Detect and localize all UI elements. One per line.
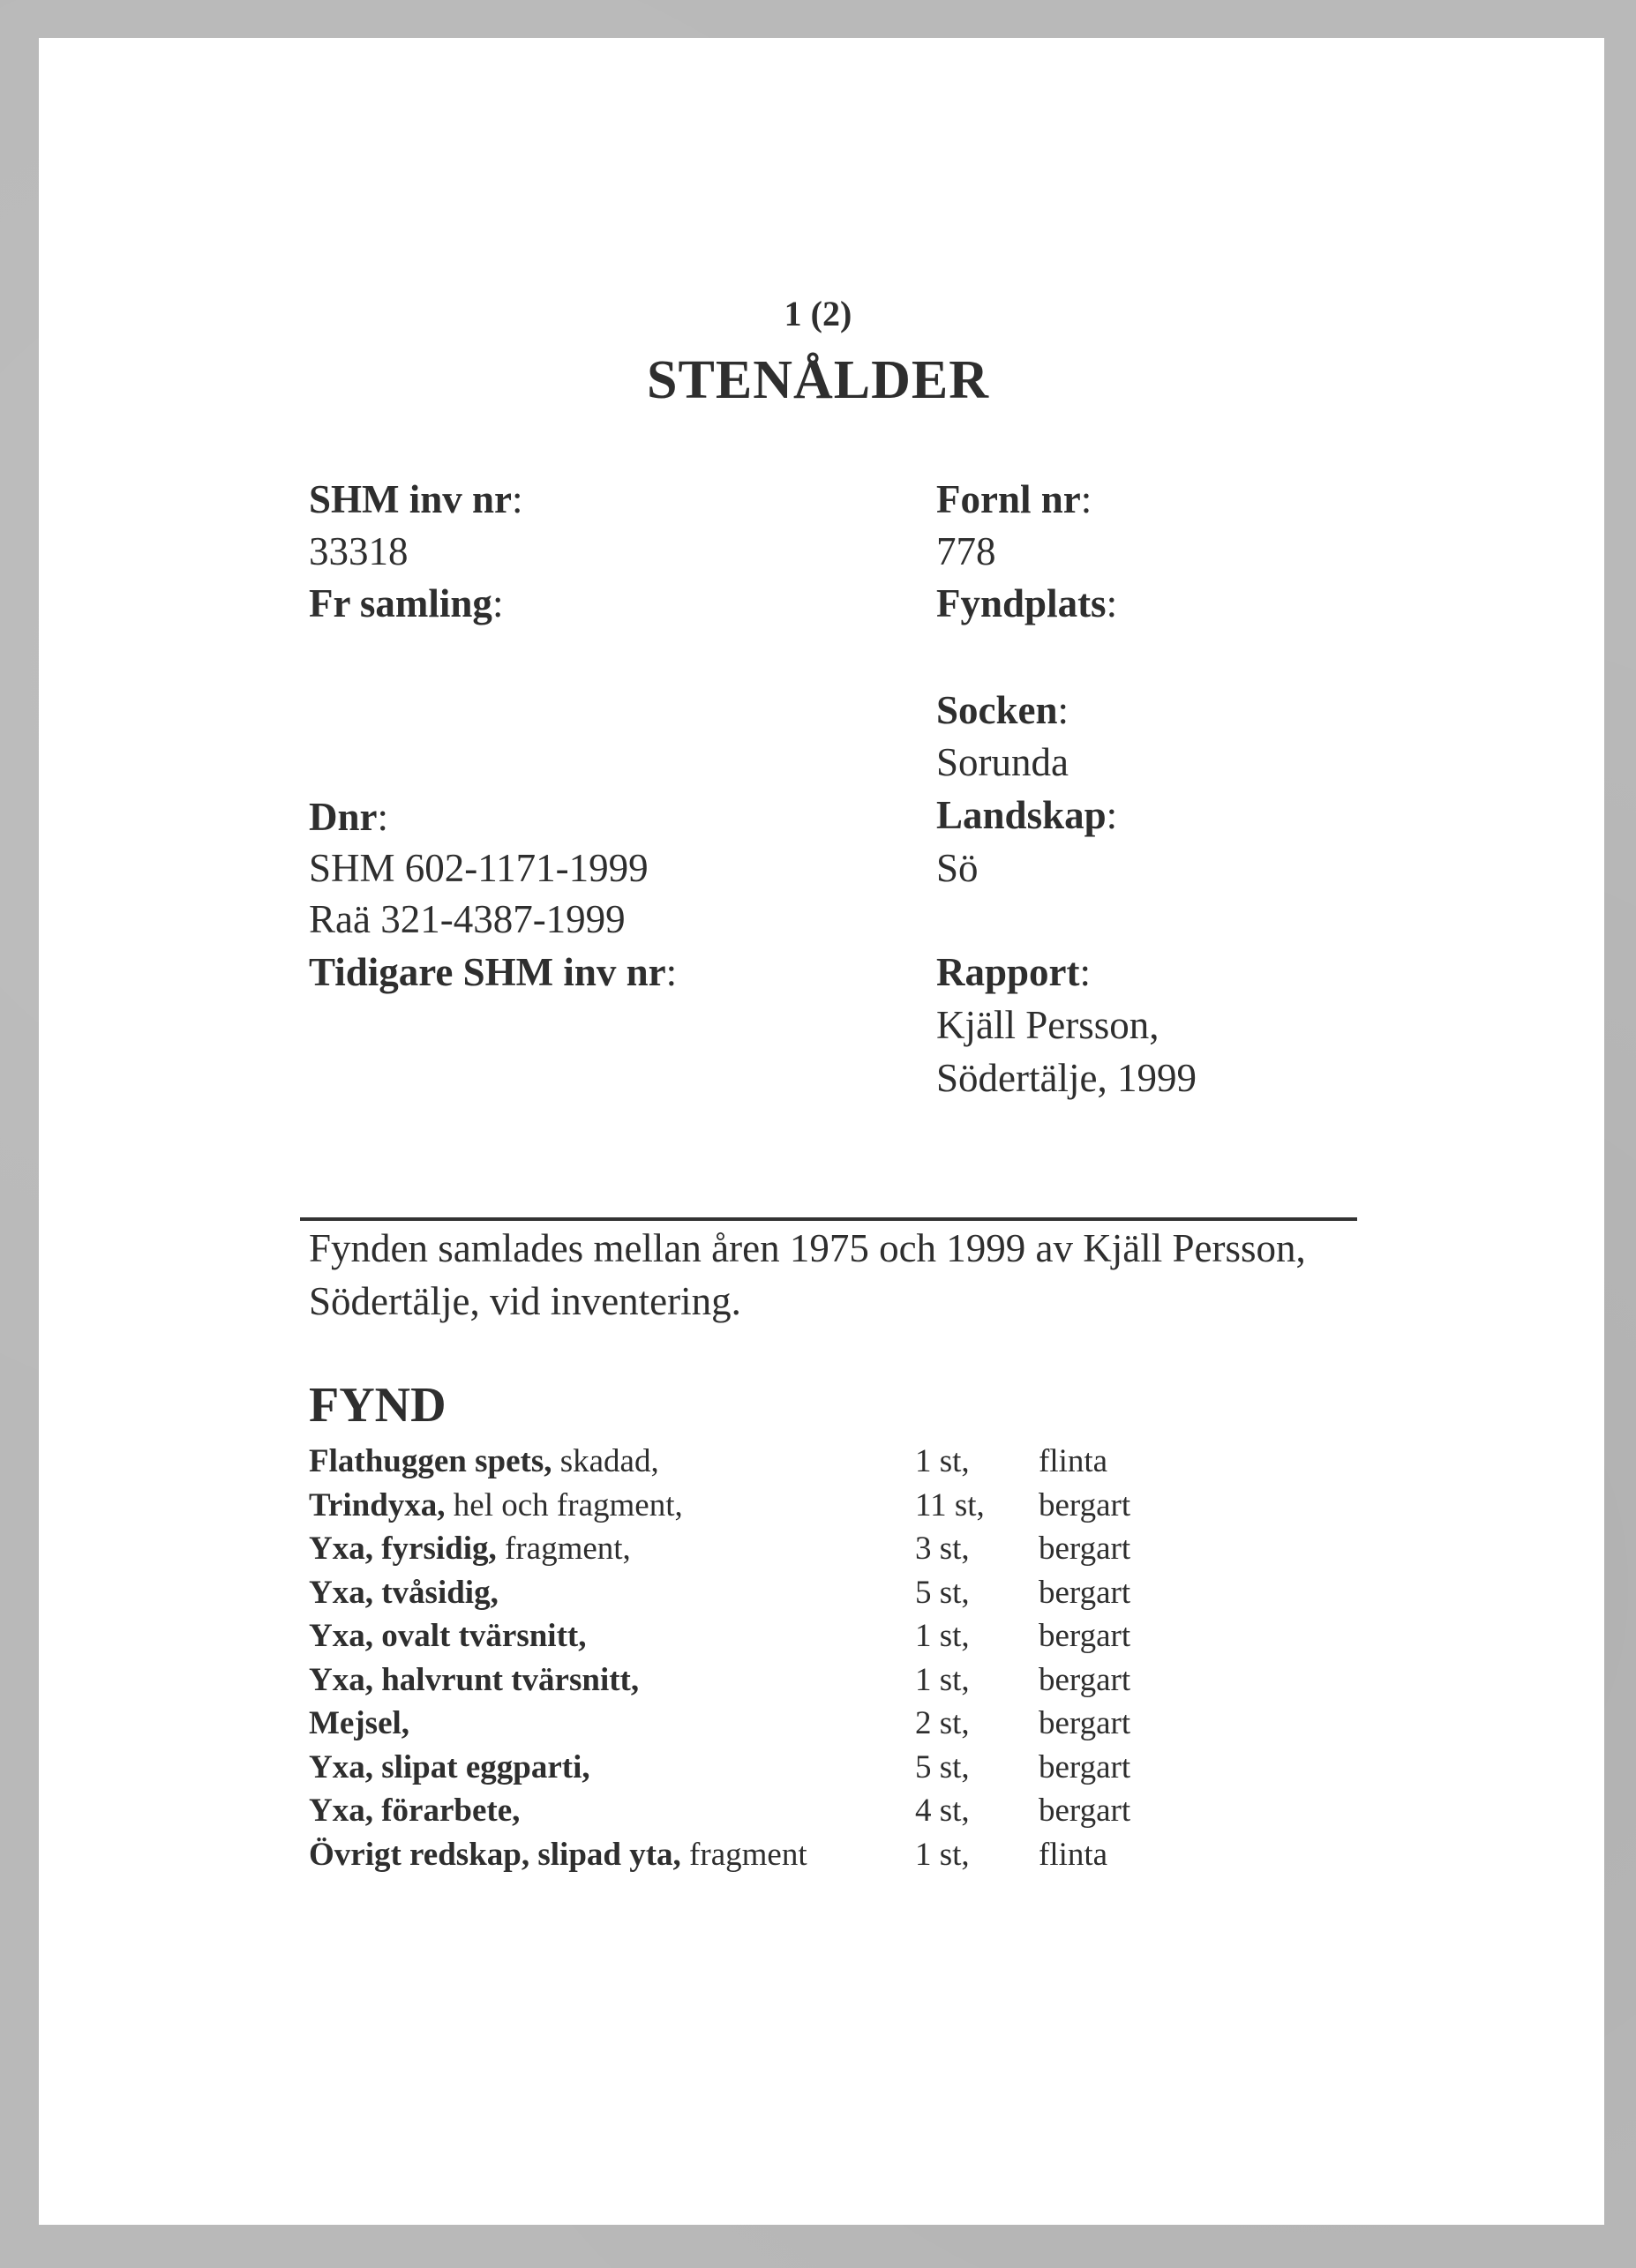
- find-name: Yxa, fyrsidig, fragment,: [309, 1531, 631, 1567]
- find-quantity: 1 st,: [915, 1618, 970, 1654]
- shm-inv-nr-label: SHM inv nr:: [309, 477, 523, 521]
- fornl-nr-label: Fornl nr:: [936, 477, 1092, 521]
- find-material: bergart: [1039, 1662, 1131, 1698]
- find-name: Yxa, slipat eggparti,: [309, 1749, 590, 1785]
- find-quantity: 5 st,: [915, 1575, 970, 1611]
- find-quantity: 1 st,: [915, 1662, 970, 1698]
- landskap-value: Sö: [936, 846, 979, 890]
- find-row: [309, 1746, 1368, 1790]
- find-quantity: 1 st,: [915, 1443, 970, 1479]
- fr-samling-label: Fr samling:: [309, 581, 504, 625]
- find-row: [309, 1789, 1368, 1833]
- find-material: bergart: [1039, 1793, 1131, 1829]
- fornl-nr-value: 778: [936, 529, 996, 573]
- shm-inv-nr-value: 33318: [309, 529, 409, 573]
- find-material: bergart: [1039, 1705, 1131, 1741]
- find-material: bergart: [1039, 1618, 1131, 1654]
- find-material: bergart: [1039, 1575, 1131, 1611]
- fyndplats-label: Fyndplats:: [936, 581, 1118, 625]
- landskap-label: Landskap:: [936, 793, 1118, 837]
- find-name: Flathuggen spets, skadad,: [309, 1443, 659, 1479]
- description-text: Fynden samlades mellan åren 1975 och 1999 av Kjäll Persson, Södertälje, vid inventering.: [309, 1226, 1306, 1323]
- find-quantity: 11 st,: [915, 1487, 985, 1523]
- rapport-label: Rapport:: [936, 950, 1092, 994]
- tidigare-shm-inv-nr-label: Tidigare SHM inv nr:: [309, 950, 678, 994]
- find-name: Trindyxa, hel och fragment,: [309, 1487, 683, 1523]
- find-material: bergart: [1039, 1487, 1131, 1523]
- rapport-place-year: Södertälje, 1999: [936, 1056, 1197, 1100]
- find-row: [309, 1440, 1368, 1484]
- socken-label: Socken:: [936, 688, 1069, 732]
- dnr-label: Dnr:: [309, 795, 389, 839]
- find-name: Yxa, halvrunt tvärsnitt,: [309, 1662, 640, 1698]
- find-row: [309, 1614, 1368, 1658]
- find-material: bergart: [1039, 1749, 1131, 1785]
- find-row: [309, 1658, 1368, 1703]
- section-divider: [300, 1217, 1357, 1221]
- find-row: [309, 1833, 1368, 1877]
- find-material: flinta: [1039, 1443, 1108, 1479]
- find-row: [309, 1702, 1368, 1746]
- find-quantity: 4 st,: [915, 1793, 970, 1829]
- find-quantity: 3 st,: [915, 1531, 970, 1567]
- page-title: STENÅLDER: [647, 350, 989, 410]
- find-quantity: 2 st,: [915, 1705, 970, 1741]
- find-row: [309, 1571, 1368, 1615]
- finds-heading: FYND: [309, 1378, 447, 1433]
- page-number: 1 (2): [784, 294, 852, 333]
- find-row: [309, 1484, 1368, 1528]
- find-name: Yxa, förarbete,: [309, 1793, 521, 1829]
- find-row: [309, 1527, 1368, 1571]
- dnr-value-shm: SHM 602-1171-1999: [309, 846, 649, 890]
- find-name: Yxa, tvåsidig,: [309, 1575, 499, 1611]
- find-name: Övrigt redskap, slipad yta, fragment: [309, 1837, 807, 1873]
- find-material: flinta: [1039, 1837, 1108, 1873]
- find-name: Yxa, ovalt tvärsnitt,: [309, 1618, 587, 1654]
- find-quantity: 5 st,: [915, 1749, 970, 1785]
- socken-value: Sorunda: [936, 740, 1069, 784]
- rapport-author: Kjäll Persson,: [936, 1003, 1159, 1047]
- find-quantity: 1 st,: [915, 1837, 970, 1873]
- find-material: bergart: [1039, 1531, 1131, 1567]
- find-name: Mejsel,: [309, 1705, 410, 1741]
- dnr-value-raa: Raä 321-4387-1999: [309, 897, 626, 941]
